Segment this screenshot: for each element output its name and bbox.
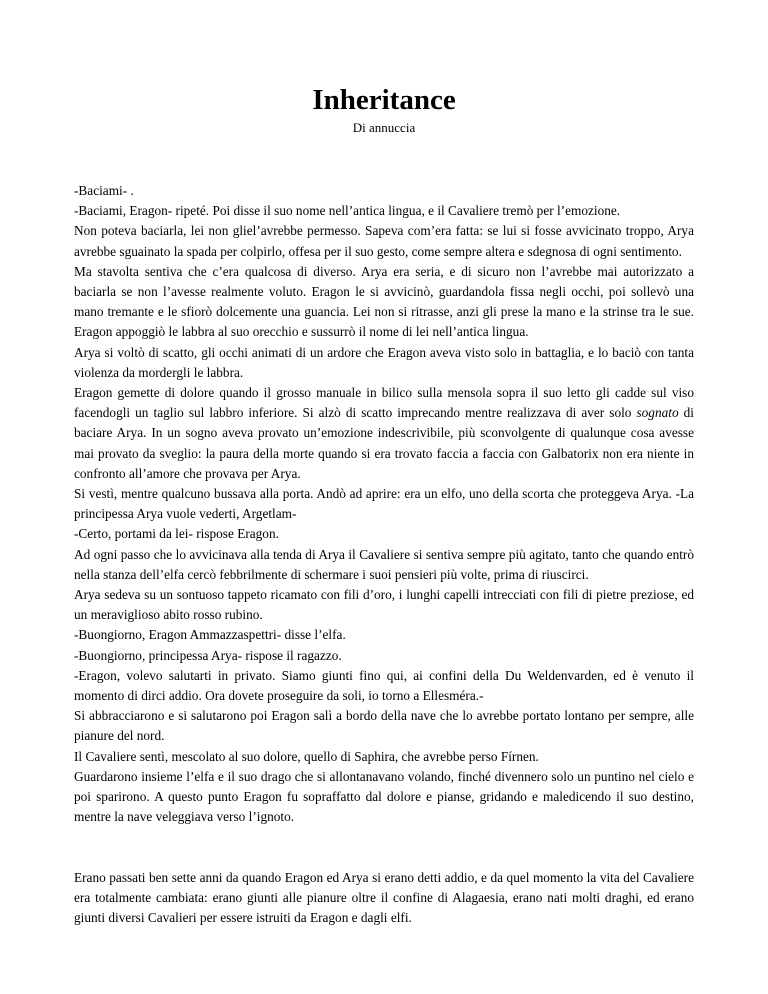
- paragraph-11: -Buongiorno, Eragon Ammazzaspettri- disse l’elfa.: [74, 627, 346, 643]
- paragraph-17: Erano passati ben sette anni da quando Eragon ed Arya si erano detti addio, e da quel momento la vita del Cavaliere era totalmente cambiata: erano giunti alle pianure oltre il confine di Alagaesia, erano nati molti draghi, ed erano giunti diversi Cavalieri per essere istruiti da Eragon e dagli elfi.: [74, 869, 694, 926]
- paragraph-8: -Certo, portami da lei- rispose Eragon.: [74, 526, 279, 542]
- paragraph-4: Ma stavolta sentiva che c’era qualcosa di diverso. Arya era seria, e di sicuro non l’avrebbe mai autorizzato a baciarla se non l’avesse realmente voluto. Eragon le si avvicinò, guardandola fissa negli occhi, poi sollevò una mano tremante e le sfiorò dolcemente una guancia. Lei non si ritrasse, anzi gli prese la mano e la strinse tra le sue. Eragon appoggiò le labbra al suo orecchio e sussurrò il nome di lei nell’antica lingua.: [74, 263, 694, 340]
- paragraph-1: -Baciami- .: [74, 183, 134, 198]
- paragraph-14: Si abbracciarono e si salutarono poi Eragon salì a bordo della nave che lo avrebbe portato lontano per sempre, alle pianure del nord.: [74, 708, 694, 744]
- paragraph-5: Arya si voltò di scatto, gli occhi animati di un ardore che Eragon aveva visto solo in battaglia, e lo baciò con tanta violenza da mordergli le labbra.: [74, 344, 694, 380]
- paragraph-13: -Eragon, volevo salutarti in privato. Siamo giunti fino qui, ai confini della Du Weldenvarden, ed è venuto il momento di dirci addio. Ora dovete proseguire da soli, io torno a Ellesméra.-: [74, 667, 694, 704]
- emphasis-sognato: sognato: [636, 405, 679, 421]
- document-title: Inheritance: [312, 84, 456, 116]
- paragraph-6: Eragon gemette di dolore quando il grosso manuale in bilico sulla mensola sopra il suo letto gli cadde sul viso facendogli un taglio sul labbro inferiore. Si alzò di scatto imprecando mentre realizzava di aver solo sognato di baciare Arya. In un sogno aveva provato un’emozione indescrivibile, più sconvolgente di qualunque cosa avesse mai provato da sveglio: la paura della morte quando si era trovato faccia a faccia con Galbatorix non era niente in confronto all’amore che provava per Arya.: [74, 385, 694, 481]
- paragraph-12: -Buongiorno, principessa Arya- rispose il ragazzo.: [74, 647, 342, 663]
- paragraph-2: -Baciami, Eragon- ripeté. Poi disse il suo nome nell’antica lingua, e il Cavaliere tremò per l’emozione.: [74, 203, 621, 219]
- document-body: [74, 181, 694, 929]
- paragraph-16: Guardarono insieme l’elfa e il suo drago che si allontanavano volando, finché divennero solo un puntino nel cielo e poi sparirono. A questo punto Eragon fu sopraffatto dal dolore e pianse, gridando e maledicendo il suo destino, mentre la nave veleggiava verso l’ignoto.: [74, 768, 694, 825]
- document-author: Di annuccia: [352, 120, 416, 135]
- paragraph-10: Arya sedeva su un sontuoso tappeto ricamato con fili d’oro, i lunghi capelli intrecciati con fili di pietre preziose, ed un meraviglioso abito rosso rubino.: [74, 587, 694, 623]
- paragraph-7: Si vestì, mentre qualcuno bussava alla porta. Andò ad aprire: era un elfo, uno della scorta che proteggeva Arya. -La principessa Arya vuole vederti, Argetlam-: [74, 486, 694, 522]
- paragraph-9: Ad ogni passo che lo avvicinava alla tenda di Arya il Cavaliere si sentiva sempre più agitato, tanto che quando entrò nella stanza dell’elfa cercò febbrilmente di schermare i suoi pensieri più volte, prima di riuscirci.: [74, 546, 694, 582]
- paragraph-3: Non poteva baciarla, lei non gliel’avrebbe permesso. Sapeva com’era fatta: se lui si fosse avvicinato troppo, Arya avrebbe sguainato la spada per colpirlo, offesa per il suo gesto, come sempre altera e sdegnosa di ogni sentimento.: [74, 223, 694, 259]
- paragraph-15: Il Cavaliere sentì, mescolato al suo dolore, quello di Saphira, che avrebbe perso Fírnen.: [74, 748, 539, 764]
